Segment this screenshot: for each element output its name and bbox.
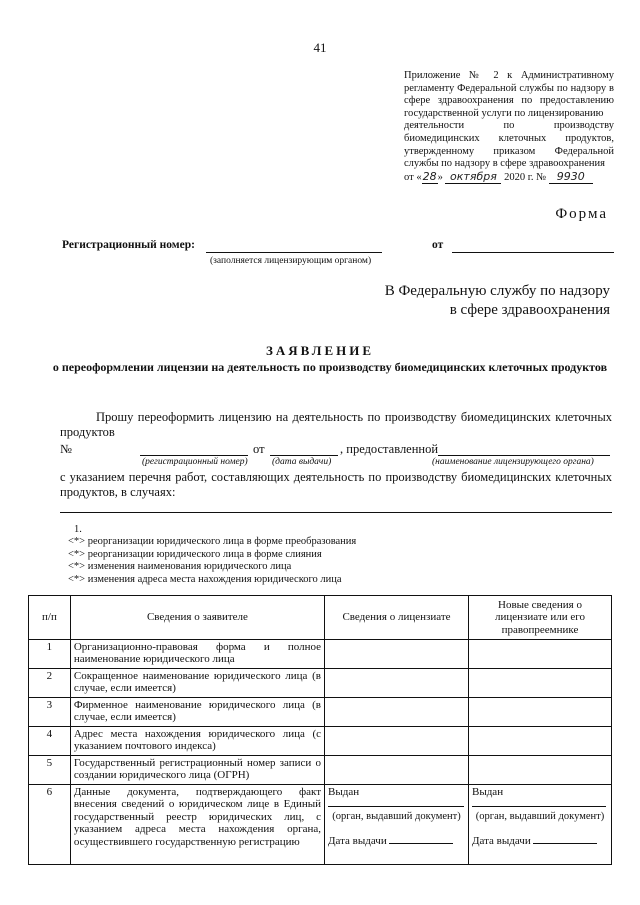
option-item[interactable]: <*> изменения наименования юридического лица — [68, 561, 292, 573]
request-provided-label: , предоставленной — [340, 442, 439, 456]
table-row: 3 Фирменное наименование юридического лица (в случае, если имеется) — [29, 698, 612, 727]
form-label: Форма — [555, 206, 608, 222]
appendix-line: биомедицинских клеточных продуктов, — [404, 132, 614, 144]
licensee-cell[interactable] — [325, 698, 469, 727]
table-row: 1 Организационно-правовая форма и полное наименование юридического лица — [29, 640, 612, 669]
request-cases-text: с указанием перечня работ, составляющих деятельность по производству биомедицинских клеточных продуктов, в случаях: — [60, 470, 612, 499]
new-info-cell[interactable] — [468, 756, 611, 785]
licensee-cell[interactable] — [325, 669, 469, 698]
table-row: 4 Адрес места нахождения юридического лица (с указанием почтового индекса) — [29, 727, 612, 756]
new-issue-date-field[interactable] — [533, 833, 597, 844]
request-from-label: от — [253, 442, 265, 456]
appendix-line: Приложение № 2 к Административному регламенту Федеральной службы по надзору в сфере здравоохранения по предоставлению государственной услуги по лицензированию — [404, 70, 614, 119]
hint-issue-date: (дата выдачи) — [272, 457, 332, 467]
page-number: 41 — [313, 40, 327, 55]
header-num: п/п — [29, 596, 71, 640]
table-row: 2 Сокращенное наименование юридического лица (в случае, если имеется) — [29, 669, 612, 698]
order-month: октября — [445, 171, 501, 185]
licensing-authority-field[interactable] — [438, 455, 610, 456]
licensee-doc-cell[interactable]: Выдан (орган, выдавший документ) Дата выдачи — [325, 785, 469, 865]
request-text: Прошу переоформить лицензию на деятельность по производству биомедицинских клеточных продуктов — [60, 410, 612, 439]
licensee-cell[interactable] — [325, 756, 469, 785]
license-number-field[interactable] — [140, 455, 248, 456]
registration-number-field[interactable] — [206, 252, 382, 253]
licensee-issue-date-field[interactable] — [389, 833, 453, 844]
addressee: В Федеральную службу по надзору в сфере здравоохранения — [384, 283, 610, 318]
new-info-cell[interactable] — [468, 698, 611, 727]
new-info-cell[interactable] — [468, 640, 611, 669]
hint-authority: (наименование лицензирующего органа) — [432, 457, 594, 467]
hint-reg-number: (регистрационный номер) — [142, 457, 248, 467]
appendix-note — [404, 70, 614, 184]
option-item[interactable]: <*> реорганизации юридического лица в форме преобразования — [68, 536, 357, 548]
document-subtitle: о переоформлении лицензии на деятельность по производству биомедицинских клеточных продуктов — [52, 360, 608, 374]
options-list — [68, 524, 356, 586]
order-number: 9930 — [549, 171, 593, 185]
licensee-issuer-field[interactable] — [328, 800, 464, 807]
option-item[interactable]: <*> реорганизации юридического лица в форме слияния — [68, 548, 322, 560]
header-applicant: Сведения о заявителе — [70, 596, 324, 640]
license-date-field[interactable] — [270, 455, 338, 456]
option-item[interactable]: <*> изменения адреса места нахождения юридического лица — [68, 573, 342, 585]
table-header-row — [29, 596, 612, 640]
licensee-cell[interactable] — [325, 727, 469, 756]
table-row: 6 Данные документа, подтверждающего факт внесения сведений о юридическом лице в Единый государственный реестр юридических лиц, с указанием адреса места нахождения органа, осуществившего государственную регистрацию Выдан (орган, выдавший документ) Дата выдачи Выдан (орган, выдавший документ) Дата выдачи — [29, 785, 612, 865]
options-index: 1. — [74, 524, 82, 535]
new-info-doc-cell[interactable]: Выдан (орган, выдавший документ) Дата выдачи — [468, 785, 611, 865]
order-day: 28 — [422, 169, 437, 183]
header-new-info: Новые сведения о лицензиате или его правопреемнике — [468, 596, 611, 640]
request-num-label: № — [60, 442, 72, 456]
new-info-cell[interactable] — [468, 727, 611, 756]
header-licensee: Сведения о лицензиате — [325, 596, 469, 640]
registration-hint: (заполняется лицензирующим органом) — [210, 256, 372, 266]
appendix-line: деятельности по производству — [404, 120, 614, 132]
applicant-info-table — [28, 595, 612, 865]
table-row: 5 Государственный регистрационный номер записи о создании юридического лица (ОГРН) — [29, 756, 612, 785]
separator-line — [60, 512, 612, 513]
licensee-cell[interactable] — [325, 640, 469, 669]
registration-label: Регистрационный номер: — [62, 239, 195, 251]
order-date-line: от «28» октября 2020 г. № 9930 — [404, 171, 614, 185]
registration-from-label: от — [432, 239, 444, 251]
registration-date-field[interactable] — [452, 252, 614, 253]
document-title: ЗАЯВЛЕНИЕ — [265, 343, 375, 358]
new-info-cell[interactable] — [468, 669, 611, 698]
appendix-line: утвержденному приказом Федеральной службы по надзору в сфере здравоохранения — [404, 145, 614, 170]
new-issuer-field[interactable] — [472, 800, 606, 807]
